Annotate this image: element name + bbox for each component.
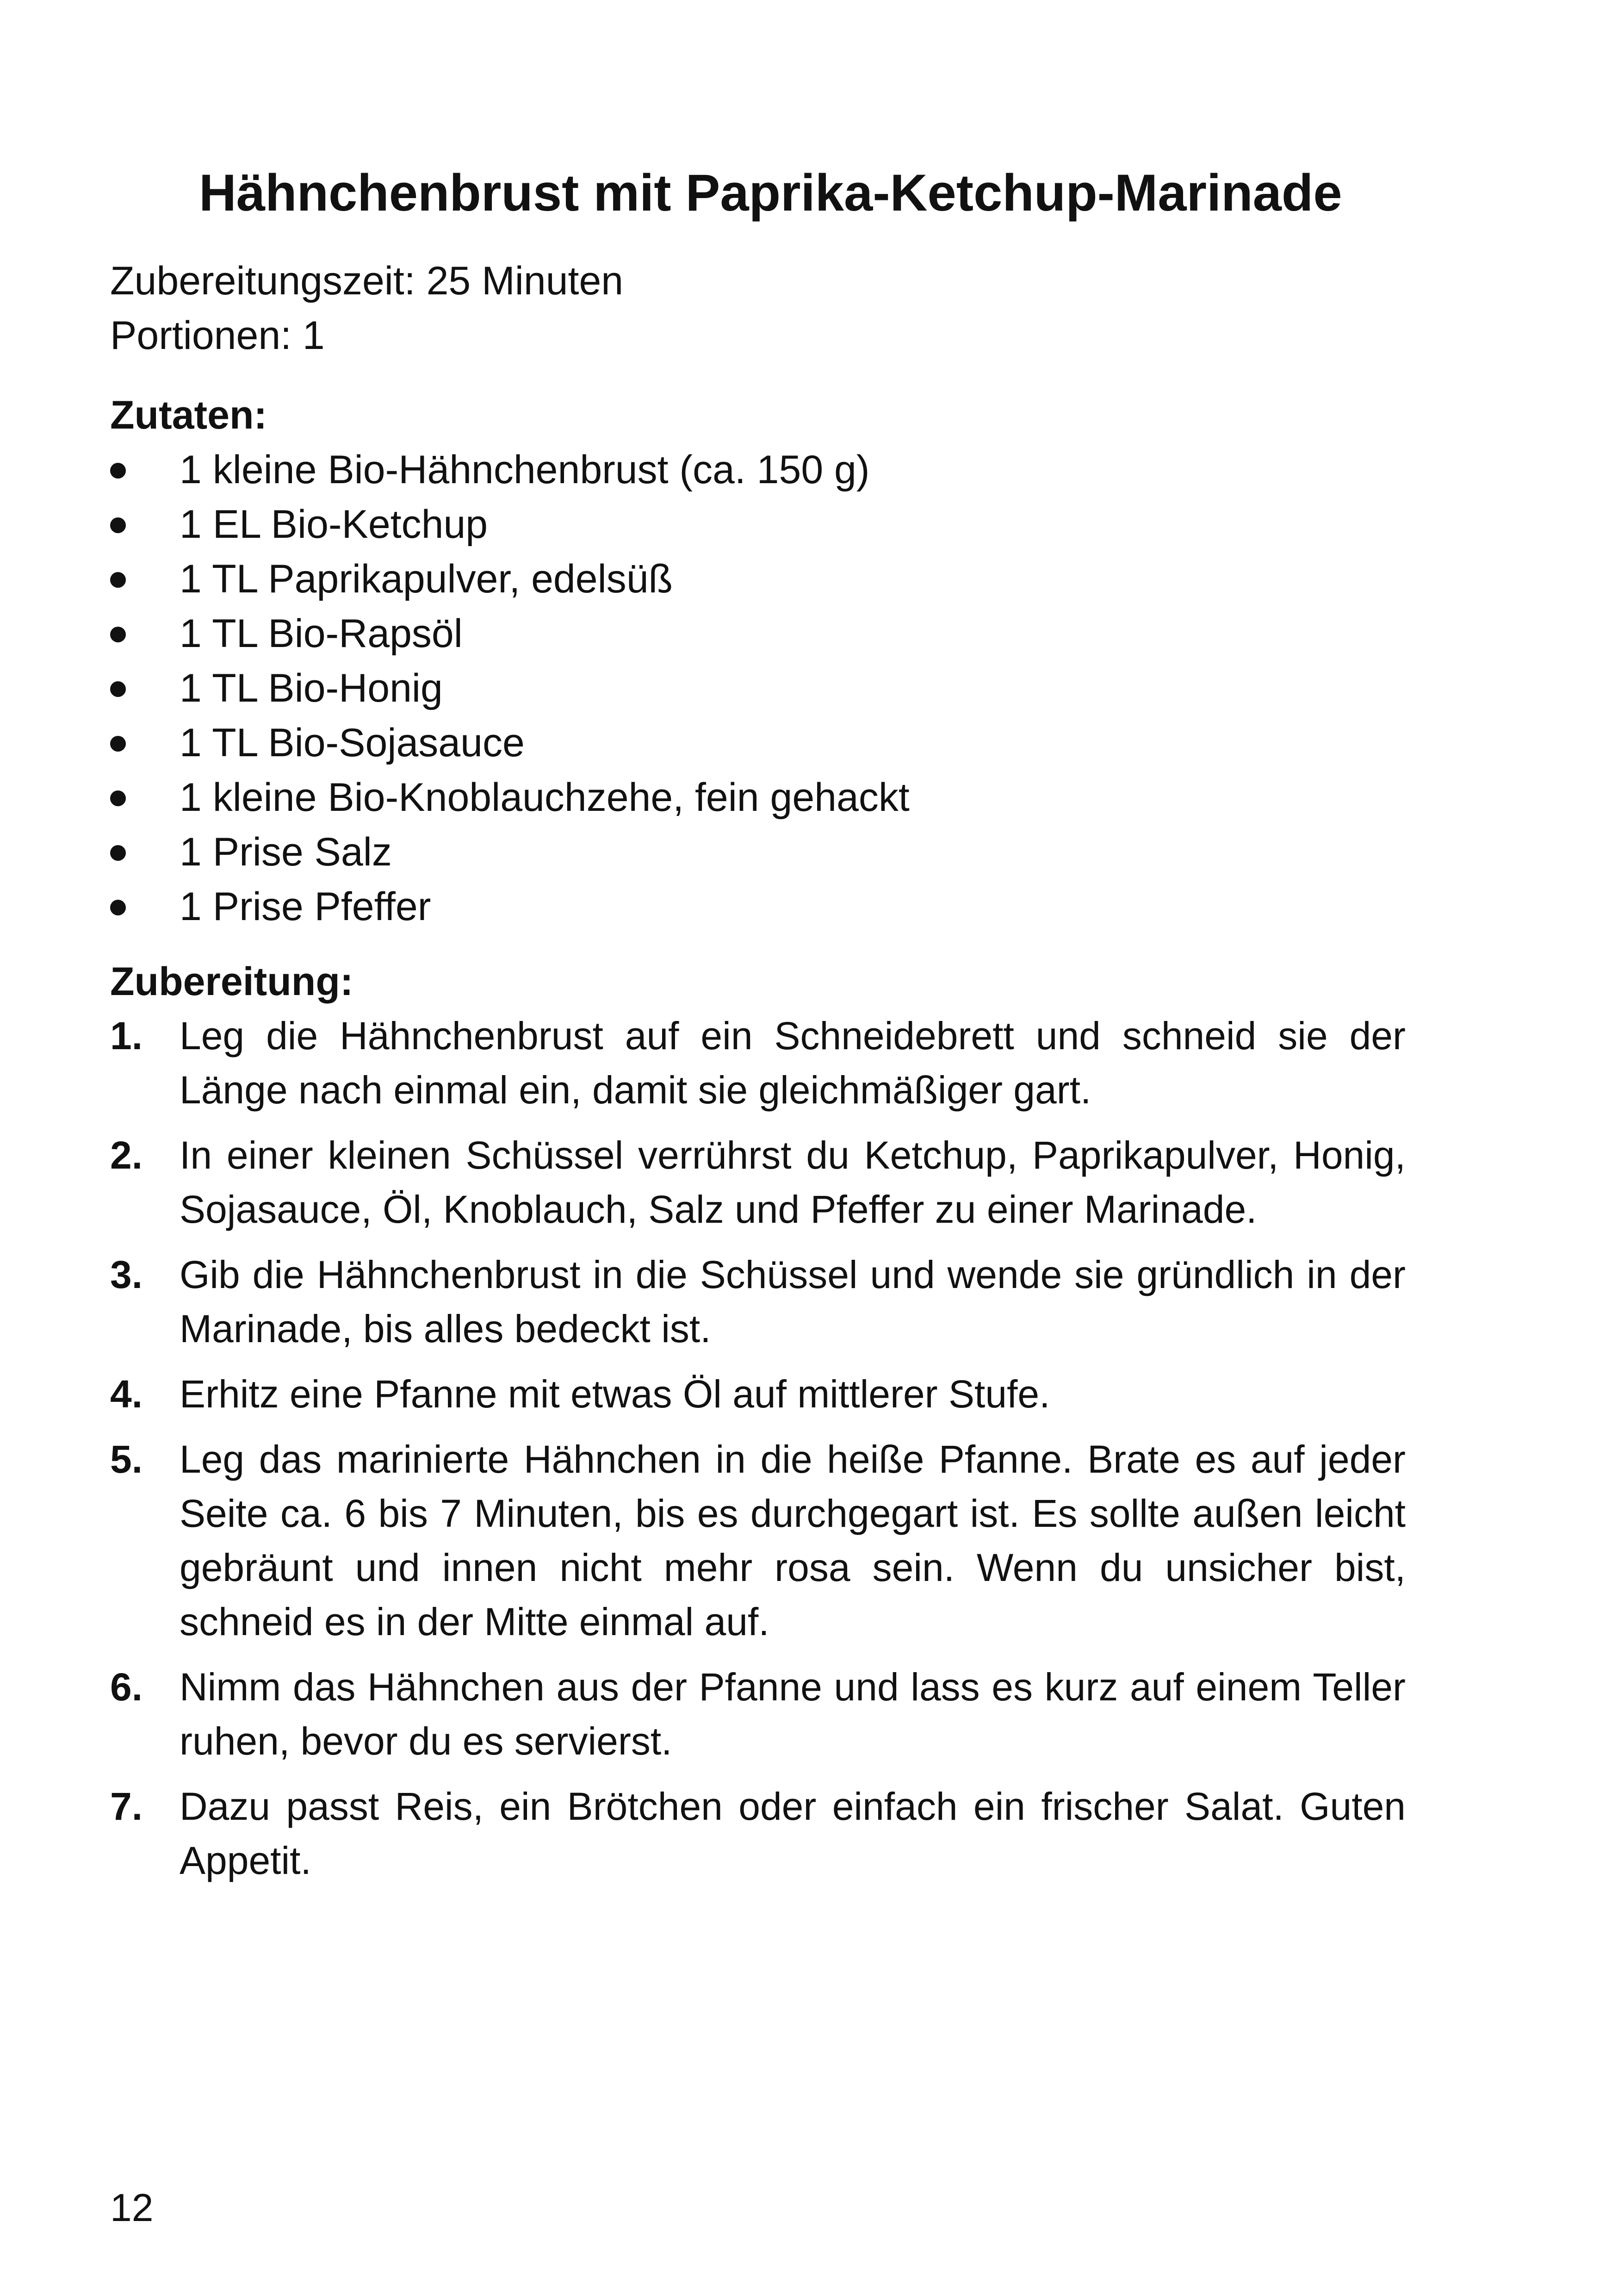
step-number: 1.	[110, 1014, 143, 1058]
ingredient-item	[110, 825, 910, 879]
step-text: Erhitz eine Pfanne mit etwas Öl auf mittlerer Stufe.	[180, 1372, 1050, 1416]
ingredient-text: 1 TL Bio-Honig	[180, 666, 443, 710]
recipe-title: Hähnchenbrust mit Paprika-Ketchup-Marinade	[199, 164, 1342, 222]
ingredients-heading: Zutaten:	[110, 393, 267, 437]
servings: Portionen: 1	[110, 313, 325, 358]
ingredient-item	[110, 552, 910, 606]
ingredient-item	[110, 442, 910, 497]
step-item	[110, 1432, 1406, 1649]
bullet-icon	[110, 736, 126, 752]
bullet-icon	[110, 627, 126, 642]
step-number: 2.	[110, 1133, 143, 1177]
ingredient-item	[110, 770, 910, 825]
ingredient-text: 1 TL Bio-Rapsöl	[180, 611, 463, 656]
step-text: Leg das marinierte Hähnchen in die heiße Pfanne. Brate es auf jeder Seite ca. 6 bis 7 Minuten, bis es durchgegart ist. Es sollte außen leicht gebräunt und innen nicht mehr rosa sein. Wenn du unsicher bist, schneid es in der Mitte einmal auf.	[180, 1437, 1406, 1643]
steps-heading: Zubereitung:	[110, 959, 353, 1004]
step-item	[110, 1248, 1406, 1356]
bullet-icon	[110, 790, 126, 806]
step-number: 6.	[110, 1665, 143, 1709]
step-item	[110, 1009, 1406, 1117]
prep-time: Zubereitungszeit: 25 Minuten	[110, 259, 624, 303]
ingredient-text: 1 kleine Bio-Knoblauchzehe, fein gehackt	[180, 775, 910, 820]
recipe-meta	[110, 254, 623, 363]
step-item	[110, 1367, 1406, 1421]
ingredient-text: 1 TL Paprikapulver, edelsüß	[180, 557, 673, 601]
ingredients-list	[110, 442, 910, 934]
bullet-icon	[110, 572, 126, 588]
steps-list	[110, 1009, 1406, 1899]
step-item	[110, 1660, 1406, 1768]
bullet-icon	[110, 517, 126, 533]
ingredient-text: 1 Prise Pfeffer	[180, 884, 431, 929]
bullet-icon	[110, 681, 126, 697]
step-text: Gib die Hähnchenbrust in die Schüssel und wende sie gründlich in der Marinade, bis alles bedeckt ist.	[180, 1253, 1406, 1350]
page-number: 12	[110, 2186, 154, 2229]
ingredient-item	[110, 606, 910, 661]
step-item	[110, 1128, 1406, 1237]
step-text: Dazu passt Reis, ein Brötchen oder einfach ein frischer Salat. Guten Appetit.	[180, 1785, 1406, 1882]
step-number: 3.	[110, 1253, 143, 1296]
step-item	[110, 1780, 1406, 1888]
bullet-icon	[110, 845, 126, 861]
step-number: 5.	[110, 1437, 143, 1481]
step-text: Nimm das Hähnchen aus der Pfanne und lass es kurz auf einem Teller ruhen, bevor du es servierst.	[180, 1665, 1406, 1763]
bullet-icon	[110, 463, 126, 479]
ingredient-item	[110, 661, 910, 716]
ingredient-text: 1 TL Bio-Sojasauce	[180, 721, 525, 765]
ingredient-item	[110, 716, 910, 770]
ingredient-text: 1 kleine Bio-Hähnchenbrust (ca. 150 g)	[180, 448, 870, 492]
ingredient-text: 1 EL Bio-Ketchup	[180, 502, 488, 547]
step-text: In einer kleinen Schüssel verrührst du Ketchup, Paprikapulver, Honig, Sojasauce, Öl, Knoblauch, Salz und Pfeffer zu einer Marinade.	[180, 1133, 1406, 1231]
ingredient-item	[110, 497, 910, 552]
ingredient-text: 1 Prise Salz	[180, 830, 392, 874]
ingredient-item	[110, 879, 910, 934]
step-text: Leg die Hähnchenbrust auf ein Schneidebrett und schneid sie der Länge nach einmal ein, damit sie gleichmäßiger gart.	[180, 1014, 1406, 1112]
step-number: 7.	[110, 1785, 143, 1828]
step-number: 4.	[110, 1372, 143, 1416]
bullet-icon	[110, 900, 126, 915]
